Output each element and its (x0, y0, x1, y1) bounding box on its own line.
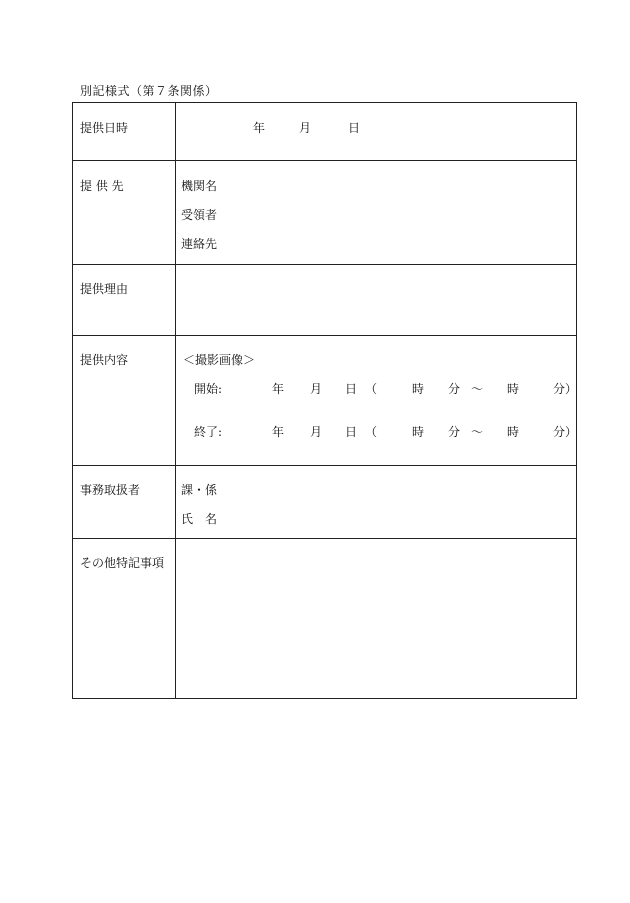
label-provision-datetime: 提供日時 (80, 121, 129, 135)
start-month-unit: 月 (310, 382, 323, 396)
date-year-unit: 年 (253, 121, 266, 135)
label-reason: 提供理由 (80, 282, 129, 296)
label-recipient: 提 供 先 (80, 179, 124, 193)
end-paren-open: （ (365, 425, 378, 439)
end-label: 終了: (194, 425, 223, 439)
start-minute-unit: 分 (448, 382, 461, 396)
field-contact: 連絡先 (181, 237, 218, 251)
field-receiver: 受領者 (181, 208, 218, 222)
row-notes (73, 539, 576, 700)
form-title: 別記様式（第７条関係） (80, 84, 218, 98)
row-reason (73, 265, 576, 336)
end-hour2-unit: 時 (507, 425, 520, 439)
start-hour-unit: 時 (412, 382, 425, 396)
row-provision-datetime (73, 103, 576, 161)
label-notes: その他特記事項 (80, 556, 165, 570)
end-range-tilde: ～ (471, 425, 484, 439)
field-agency-name: 機関名 (181, 179, 218, 193)
label-handler: 事務取扱者 (80, 483, 141, 497)
start-label: 開始: (194, 382, 223, 396)
start-minute2-unit: 分） (553, 382, 578, 396)
end-month-unit: 月 (310, 425, 323, 439)
field-handler-name: 氏 名 (181, 512, 218, 526)
label-content: 提供内容 (80, 353, 129, 367)
end-minute-unit: 分 (448, 425, 461, 439)
date-day-unit: 日 (348, 121, 361, 135)
end-day-unit: 日 (345, 425, 358, 439)
end-year-unit: 年 (272, 425, 285, 439)
start-year-unit: 年 (272, 382, 285, 396)
field-section: 課・係 (181, 483, 218, 497)
start-hour2-unit: 時 (507, 382, 520, 396)
end-minute2-unit: 分） (553, 425, 578, 439)
row-handler (73, 466, 576, 539)
row-recipient (73, 161, 576, 265)
start-day-unit: 日 (345, 382, 358, 396)
start-range-tilde: ～ (471, 382, 484, 396)
end-hour-unit: 時 (412, 425, 425, 439)
row-content (73, 336, 576, 466)
content-subtitle: ＜撮影画像＞ (183, 353, 256, 367)
provision-form-table (72, 102, 577, 699)
date-month-unit: 月 (299, 121, 312, 135)
start-paren-open: （ (365, 382, 378, 396)
